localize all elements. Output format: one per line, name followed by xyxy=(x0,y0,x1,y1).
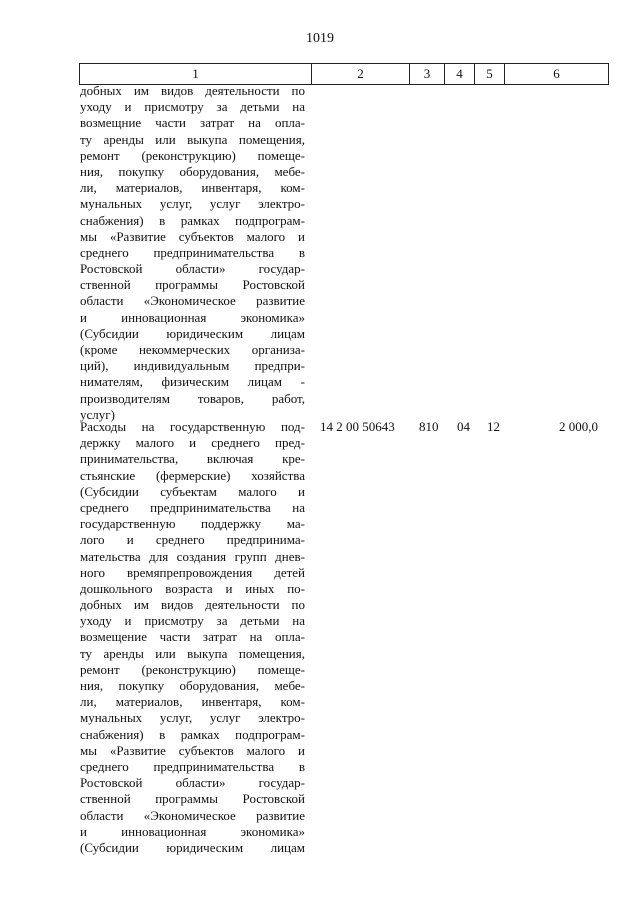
text-line: добных им видов деятельности по xyxy=(80,597,305,613)
text-line: мунальных услуг, услуг электро- xyxy=(80,710,305,726)
text-line: лого и среднего предпринима- xyxy=(80,532,305,548)
text-line: Расходы на государственную под- xyxy=(80,419,305,434)
text-line: ственной программы Ростовской xyxy=(80,791,305,807)
text-line: (Субсидии субъектам малого и xyxy=(80,483,305,499)
text-line: (кроме некоммерческих организа- xyxy=(80,342,305,357)
text-line: держку малого и среднего пред- xyxy=(80,435,305,451)
text-line: Ростовской области» государ- xyxy=(80,261,305,277)
text-line: государственную поддержку ма- xyxy=(80,516,305,532)
text-line: мы «Развитие субъектов малого и xyxy=(80,742,305,758)
header-col-2: 2 xyxy=(312,64,410,84)
text-line: ния, покупку оборудования, мебе- xyxy=(80,163,305,179)
text-line: снабжения) в рамках подпрограм- xyxy=(80,212,305,228)
header-col-5: 5 xyxy=(475,64,505,84)
text-line: ли, материалов, инвентаря, ком- xyxy=(80,694,305,710)
text-line: ремонт (реконструкцию) помеще- xyxy=(80,661,305,677)
section-code: 04 xyxy=(457,419,470,434)
amount: 2 000,0 xyxy=(559,419,598,434)
text-line: и инновационная экономика» xyxy=(80,309,305,325)
header-col-6: 6 xyxy=(553,66,560,81)
text-line: ного времяпрепровождения детей xyxy=(80,564,305,580)
text-line: области «Экономическое развитие xyxy=(80,293,305,309)
text-line: ственной программы Ростовской xyxy=(80,277,305,293)
text-line: услуг) xyxy=(80,406,115,422)
text-line: снабжения) в рамках подпрограм- xyxy=(80,726,305,742)
header-col-1: 1 xyxy=(80,64,312,84)
header-col-4: 4 xyxy=(445,64,475,84)
text-line: мы «Развитие субъектов малого и xyxy=(80,228,305,244)
text-line: стьянские (фермерские) хозяйства xyxy=(80,467,305,483)
subsection-code: 12 xyxy=(487,419,500,434)
text-line: и инновационная экономика» xyxy=(80,823,305,839)
text-line: производителям товаров, работ, xyxy=(80,390,305,406)
text-line: среднего предпринимательства в xyxy=(80,244,305,260)
table-header-row xyxy=(79,63,609,85)
text-line: ния, покупку оборудования, мебе- xyxy=(80,678,305,693)
entry-description xyxy=(80,419,305,856)
text-line: нимателям, физическим лицам - xyxy=(80,374,305,390)
text-line: добных им видов деятельности по xyxy=(80,83,305,98)
text-line: ремонт (реконструкцию) помеще- xyxy=(80,147,305,163)
text-line: (Субсидии юридическим лицам xyxy=(80,839,305,855)
text-line: ций), индивидуальным предпри- xyxy=(80,358,305,374)
text-line: ту аренды или выкупа помещения, xyxy=(80,131,305,147)
text-line: области «Экономическое развитие xyxy=(80,807,305,823)
text-line: среднего предпринимательства в xyxy=(80,758,305,774)
text-line: среднего предпринимательства на xyxy=(80,499,305,515)
text-line: принимательства, включая кре- xyxy=(80,451,305,467)
text-line: уходу и присмотру за детьми на xyxy=(80,613,305,629)
text-line: Ростовской области» государ- xyxy=(80,775,305,791)
text-line: возмещние части затрат на опла- xyxy=(80,115,305,131)
text-line: мунальных услуг, услуг электро- xyxy=(80,196,305,212)
header-col-3: 3 xyxy=(410,64,445,84)
text-line: возмещение части затрат на опла- xyxy=(80,629,305,645)
text-line: ли, материалов, инвентаря, ком- xyxy=(80,180,305,196)
text-line: уходу и присмотру за детьми на xyxy=(80,99,305,115)
page-number: 1019 xyxy=(306,31,334,46)
continued-description xyxy=(80,83,305,423)
target-code: 14 2 00 50643 xyxy=(320,419,395,434)
text-line: мательства для создания групп днев- xyxy=(80,548,305,564)
expense-type: 810 xyxy=(419,419,439,434)
text-line: ту аренды или выкупа помещения, xyxy=(80,645,305,661)
text-line: дошкольного возраста и иных по- xyxy=(80,580,305,596)
text-line: (Субсидии юридическим лицам xyxy=(80,325,305,341)
